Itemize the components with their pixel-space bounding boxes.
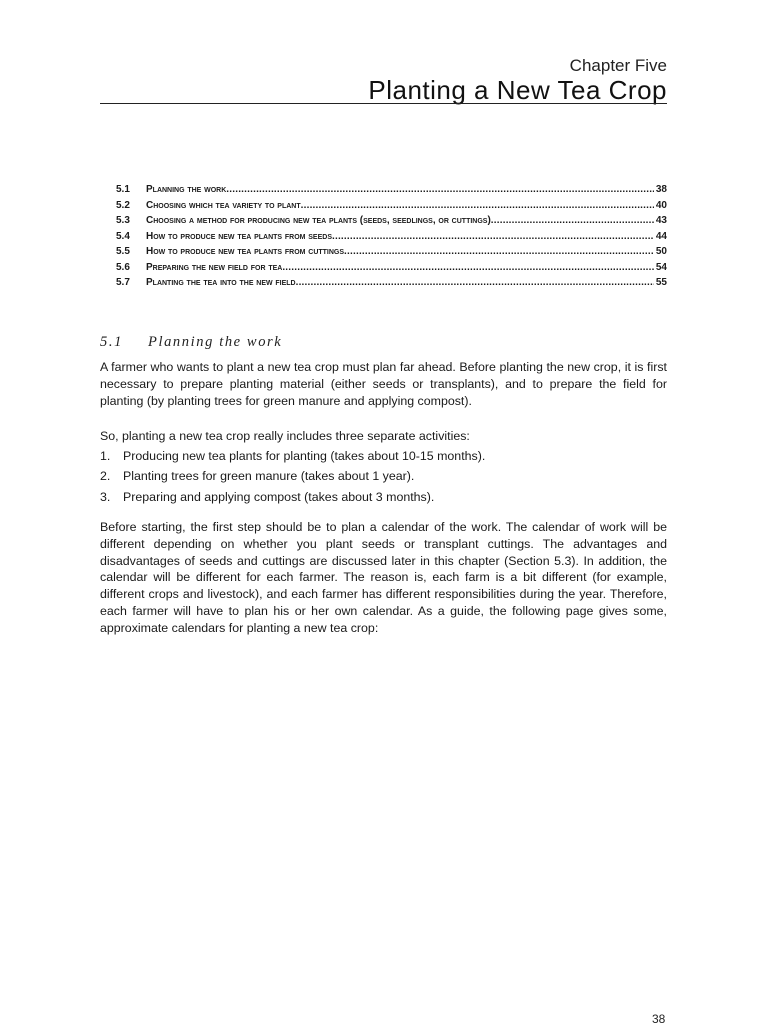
body-paragraph: So, planting a new tea crop really includes three separate activities: xyxy=(100,429,470,443)
chapter-title: Planting a New Tea Crop xyxy=(368,75,667,105)
toc-number: 5.4 xyxy=(116,230,130,242)
list-item xyxy=(100,487,667,507)
list-item xyxy=(100,446,667,466)
toc-entry[interactable] xyxy=(116,262,667,278)
list-item-text: Planting trees for green manure (takes about 1 year). xyxy=(123,469,415,484)
toc-number: 5.6 xyxy=(116,261,130,273)
toc-title: Planting the tea into the new field xyxy=(146,277,296,288)
list-item-number: 3. xyxy=(100,489,111,504)
body-paragraph: A farmer who wants to plant a new tea crop must plan far ahead. Before planting the new crop, it is first necessary to prepare planting material (either seeds or transplants), and to prepare the field for planting (by planting trees for green manure and applying compost). xyxy=(100,360,667,408)
toc-page-number: 50 xyxy=(655,246,667,257)
toc-leader-dots xyxy=(344,246,654,257)
section-number: 5.1 xyxy=(100,334,123,350)
toc-title: Planning the work xyxy=(146,184,227,195)
toc-leader-dots xyxy=(491,215,654,226)
list-item xyxy=(100,466,667,486)
toc-entry[interactable] xyxy=(116,215,667,231)
toc-page-number: 38 xyxy=(655,184,667,195)
toc-number: 5.2 xyxy=(116,199,130,211)
list-item-number: 2. xyxy=(100,469,111,484)
toc-title: How to produce new tea plants from seeds xyxy=(146,230,332,242)
toc-page-number: 54 xyxy=(655,261,667,273)
toc-number: 5.7 xyxy=(116,277,130,288)
toc-page-number: 44 xyxy=(655,230,667,242)
table-of-contents xyxy=(116,184,667,293)
toc-entry[interactable] xyxy=(116,200,667,216)
chapter-header xyxy=(368,56,667,104)
toc-number: 5.3 xyxy=(116,215,130,226)
body-paragraph: Before starting, the first step should be to plan a calendar of the work. The calendar of work will be different depending on whether you plant seeds or transplant cuttings. The advantages and disadvantages of seeds and cuttings are discussed later in this chapter (Section 5.3). In addition, the calendar will be different for each farmer. The reason is, each farm is a bit different (for example, different crops and livestock), and each farmer has different responsibilities during the year. Therefore, each farmer will have to plan his or her own calendar. As a guide, the following page gives some, approximate calendars for planting a new tea crop: xyxy=(100,520,667,635)
toc-title: How to produce new tea plants from cuttings xyxy=(146,246,345,257)
activities-list xyxy=(100,446,667,507)
header-rule xyxy=(100,103,667,104)
list-item-text: Producing new tea plants for planting (takes about 10-15 months). xyxy=(123,449,486,463)
toc-leader-dots xyxy=(332,231,654,242)
toc-page-number: 55 xyxy=(655,277,667,288)
toc-page-number: 40 xyxy=(655,199,667,211)
toc-entry[interactable] xyxy=(116,277,667,293)
page-number: 38 xyxy=(652,1012,666,1026)
section-heading xyxy=(100,334,282,351)
toc-leader-dots xyxy=(301,200,654,211)
list-item-number: 1. xyxy=(100,449,111,463)
toc-entry[interactable] xyxy=(116,184,667,200)
toc-leader-dots xyxy=(282,262,654,273)
toc-number: 5.1 xyxy=(116,184,130,195)
section-title: Planning the work xyxy=(148,334,283,350)
toc-entry[interactable] xyxy=(116,246,667,262)
toc-page-number: 43 xyxy=(655,215,667,226)
toc-entry[interactable] xyxy=(116,231,667,247)
toc-title: Choosing which tea variety to plant xyxy=(146,199,301,211)
toc-number: 5.5 xyxy=(116,246,130,257)
list-item-text: Preparing and applying compost (takes about 3 months). xyxy=(123,489,435,504)
chapter-label: Chapter Five xyxy=(569,56,667,75)
toc-title: Choosing a method for producing new tea plants (seeds, seedlings, or cuttings) xyxy=(146,215,491,226)
toc-leader-dots xyxy=(296,277,654,288)
toc-title: Preparing the new field for tea xyxy=(146,261,283,273)
toc-leader-dots xyxy=(226,184,654,195)
